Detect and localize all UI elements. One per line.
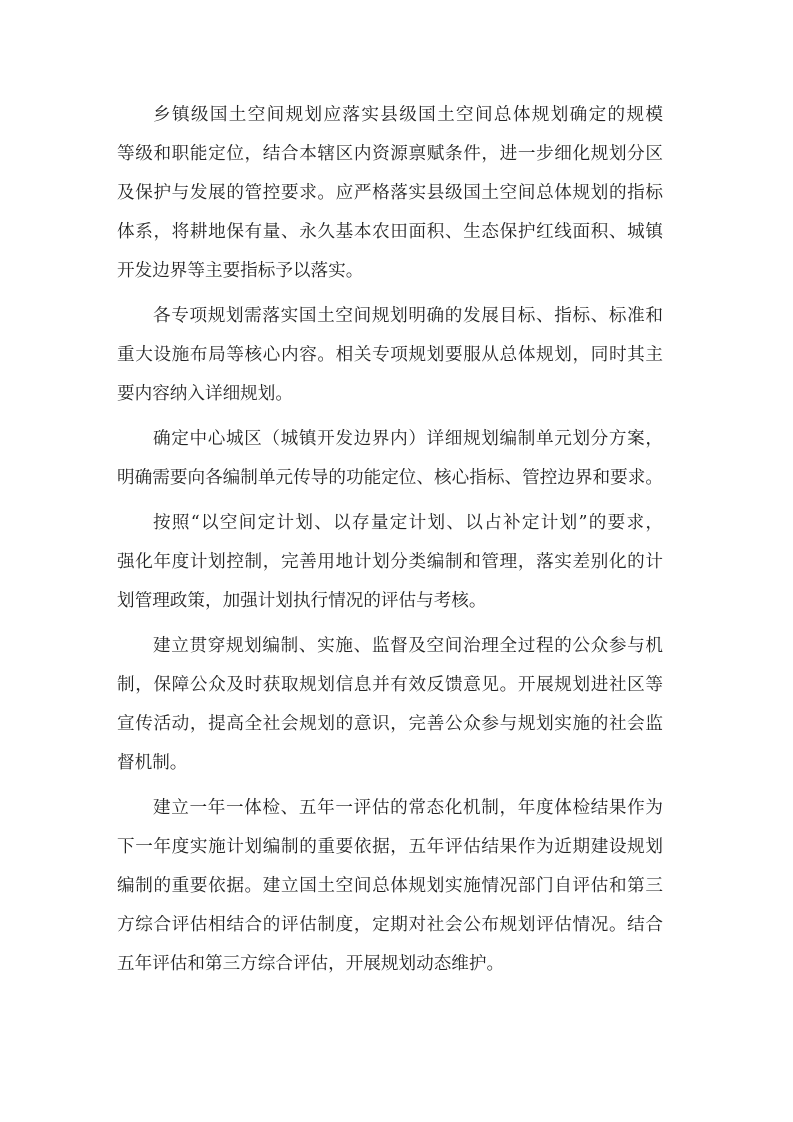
text-line: 划管理政策，加强计划执行情况的评估与考核。: [117, 591, 487, 611]
text-line: 建立一年一体检、五年一评估的常态化机制，年度体检结果作为: [153, 798, 663, 818]
text-line: 方综合评估相结合的评估制度，定期对社会公布规划评估情况。结合: [117, 915, 663, 935]
text-line: 制，保障公众及时获取规划信息并有效反馈意见。开展规划进社区等: [117, 675, 663, 695]
text-line: 要内容纳入详细规划。: [117, 384, 293, 404]
text-line: 建立贯穿规划编制、实施、监督及空间治理全过程的公众参与机: [153, 636, 663, 656]
text-line: 重大设施布局等核心内容。相关专项规划要服从总体规划，同时其主: [117, 345, 663, 365]
paragraph-6: [117, 789, 663, 984]
text-line: 宣传活动，提高全社会规划的意识，完善公众参与规划实施的社会监: [117, 714, 663, 734]
text-line: 体系，将耕地保有量、永久基本农田面积、生态保护红线面积、城镇: [117, 222, 663, 242]
text-line: 五年评估和第三方综合评估，开展规划动态维护。: [117, 954, 505, 974]
text-line: 开发边界等主要指标予以落实。: [117, 261, 364, 281]
text-line: 强化年度计划控制，完善用地计划分类编制和管理，落实差别化的计: [117, 552, 663, 572]
paragraph-2: [117, 297, 663, 414]
text-line: 督机制。: [117, 753, 188, 773]
paragraph-4: [117, 504, 663, 621]
text-line: 下一年度实施计划编制的重要依据，五年评估结果作为近期建设规划: [117, 837, 663, 857]
document-body: [117, 96, 663, 984]
text-line: 确定中心城区（城镇开发边界内）详细规划编制单元划分方案，: [153, 429, 663, 449]
text-line: 各专项规划需落实国土空间规划明确的发展目标、指标、标准和: [153, 306, 663, 326]
text-line: 等级和职能定位，结合本辖区内资源禀赋条件，进一步细化规划分区: [117, 144, 663, 164]
paragraph-5: [117, 627, 663, 783]
paragraph-1: [117, 96, 663, 291]
text-line: 明确需要向各编制单元传导的功能定位、核心指标、管控边界和要求。: [117, 468, 663, 488]
paragraph-3: [117, 420, 663, 498]
text-line: 乡镇级国土空间规划应落实县级国土空间总体规划确定的规模: [153, 105, 663, 125]
text-line: 及保护与发展的管控要求。应严格落实县级国土空间总体规划的指标: [117, 183, 663, 203]
text-line: 编制的重要依据。建立国土空间总体规划实施情况部门自评估和第三: [117, 876, 663, 896]
text-line: 按照“以空间定计划、以存量定计划、以占补定计划”的要求，: [153, 513, 663, 533]
